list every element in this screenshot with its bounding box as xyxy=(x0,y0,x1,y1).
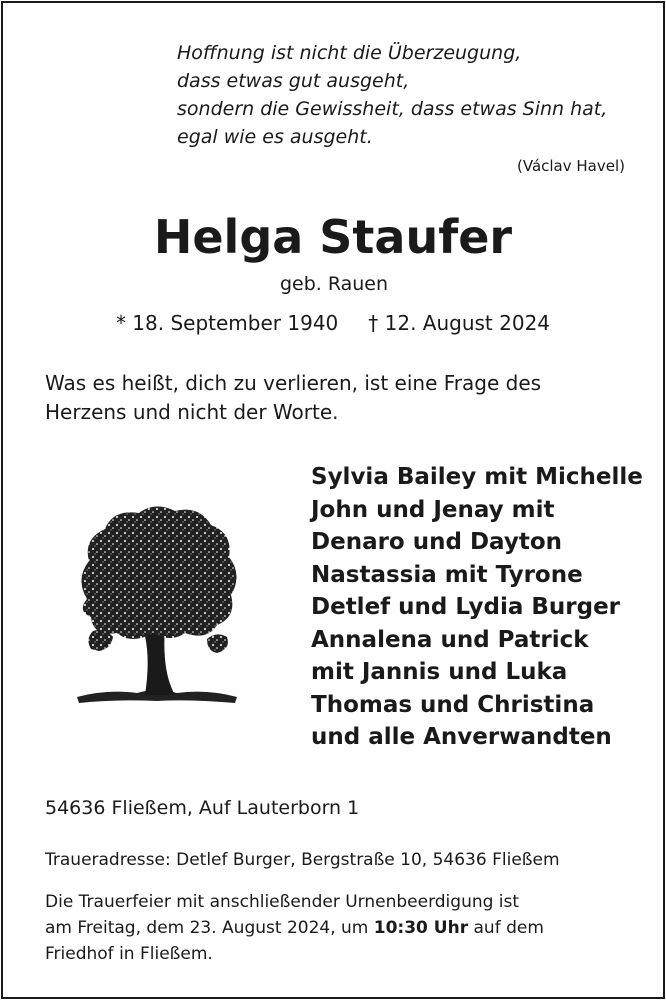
birth-name: geb. Rauen xyxy=(279,273,389,295)
birth-name-container xyxy=(3,271,663,297)
obituary-notice xyxy=(1,1,665,999)
mourner-line: Detlef und Lydia Burger xyxy=(311,594,621,620)
mourner-line: Denaro und Dayton xyxy=(311,529,563,555)
mourner-line: Thomas und Christina xyxy=(311,691,595,718)
ceremony-date-text-end: auf dem xyxy=(468,918,544,938)
quote xyxy=(177,39,637,151)
ceremony-line xyxy=(45,915,645,941)
mourner-line: Sylvia Bailey mit Michelle xyxy=(311,464,643,490)
quote-line: dass etwas gut ausgeht, xyxy=(177,70,410,92)
ceremony-date-text: am Freitag, dem 23. August 2024, um xyxy=(45,918,374,938)
quote-line: Hoffnung ist nicht die Überzeugung, xyxy=(177,42,522,64)
mourner-line: Annalena und Patrick xyxy=(311,626,589,653)
mourner-line: John und Jenay mit xyxy=(311,496,555,523)
mourner-line: mit Jannis und Luka xyxy=(311,659,568,685)
deceased-name: Helga Staufer xyxy=(153,210,513,264)
death-date: † 12. August 2024 xyxy=(368,311,551,335)
mourners-list xyxy=(311,461,651,754)
oak-tree-icon xyxy=(67,499,247,711)
saying-line: Was es heißt, dich zu verlieren, ist eine Frage des xyxy=(45,371,542,395)
quote-line: sondern die Gewissheit, dass etwas Sinn hat, xyxy=(177,98,608,120)
ceremony-line: Friedhof in Fließem. xyxy=(45,944,213,964)
family-address: 54636 Fließem, Auf Lauterborn 1 xyxy=(45,797,360,819)
saying xyxy=(45,369,635,427)
ceremony-info xyxy=(45,889,645,967)
birth-date: * 18. September 1940 xyxy=(115,311,339,335)
mourning-address: Traueradresse: Detlef Burger, Bergstraße 10, 54636 Fließem xyxy=(45,850,560,870)
ceremony-time: 10:30 Uhr xyxy=(373,918,469,938)
ceremony-line: Die Trauerfeier mit anschließender Urnenbeerdigung ist xyxy=(45,892,520,912)
quote-author: (Václav Havel) xyxy=(517,157,625,175)
saying-line: Herzens und nicht der Worte. xyxy=(45,400,339,424)
quote-line: egal wie es ausgeht. xyxy=(177,126,373,148)
mourner-line: und alle Anverwandten xyxy=(311,724,612,750)
mourner-line: Nastassia mit Tyrone xyxy=(311,561,583,588)
life-dates xyxy=(3,309,663,337)
